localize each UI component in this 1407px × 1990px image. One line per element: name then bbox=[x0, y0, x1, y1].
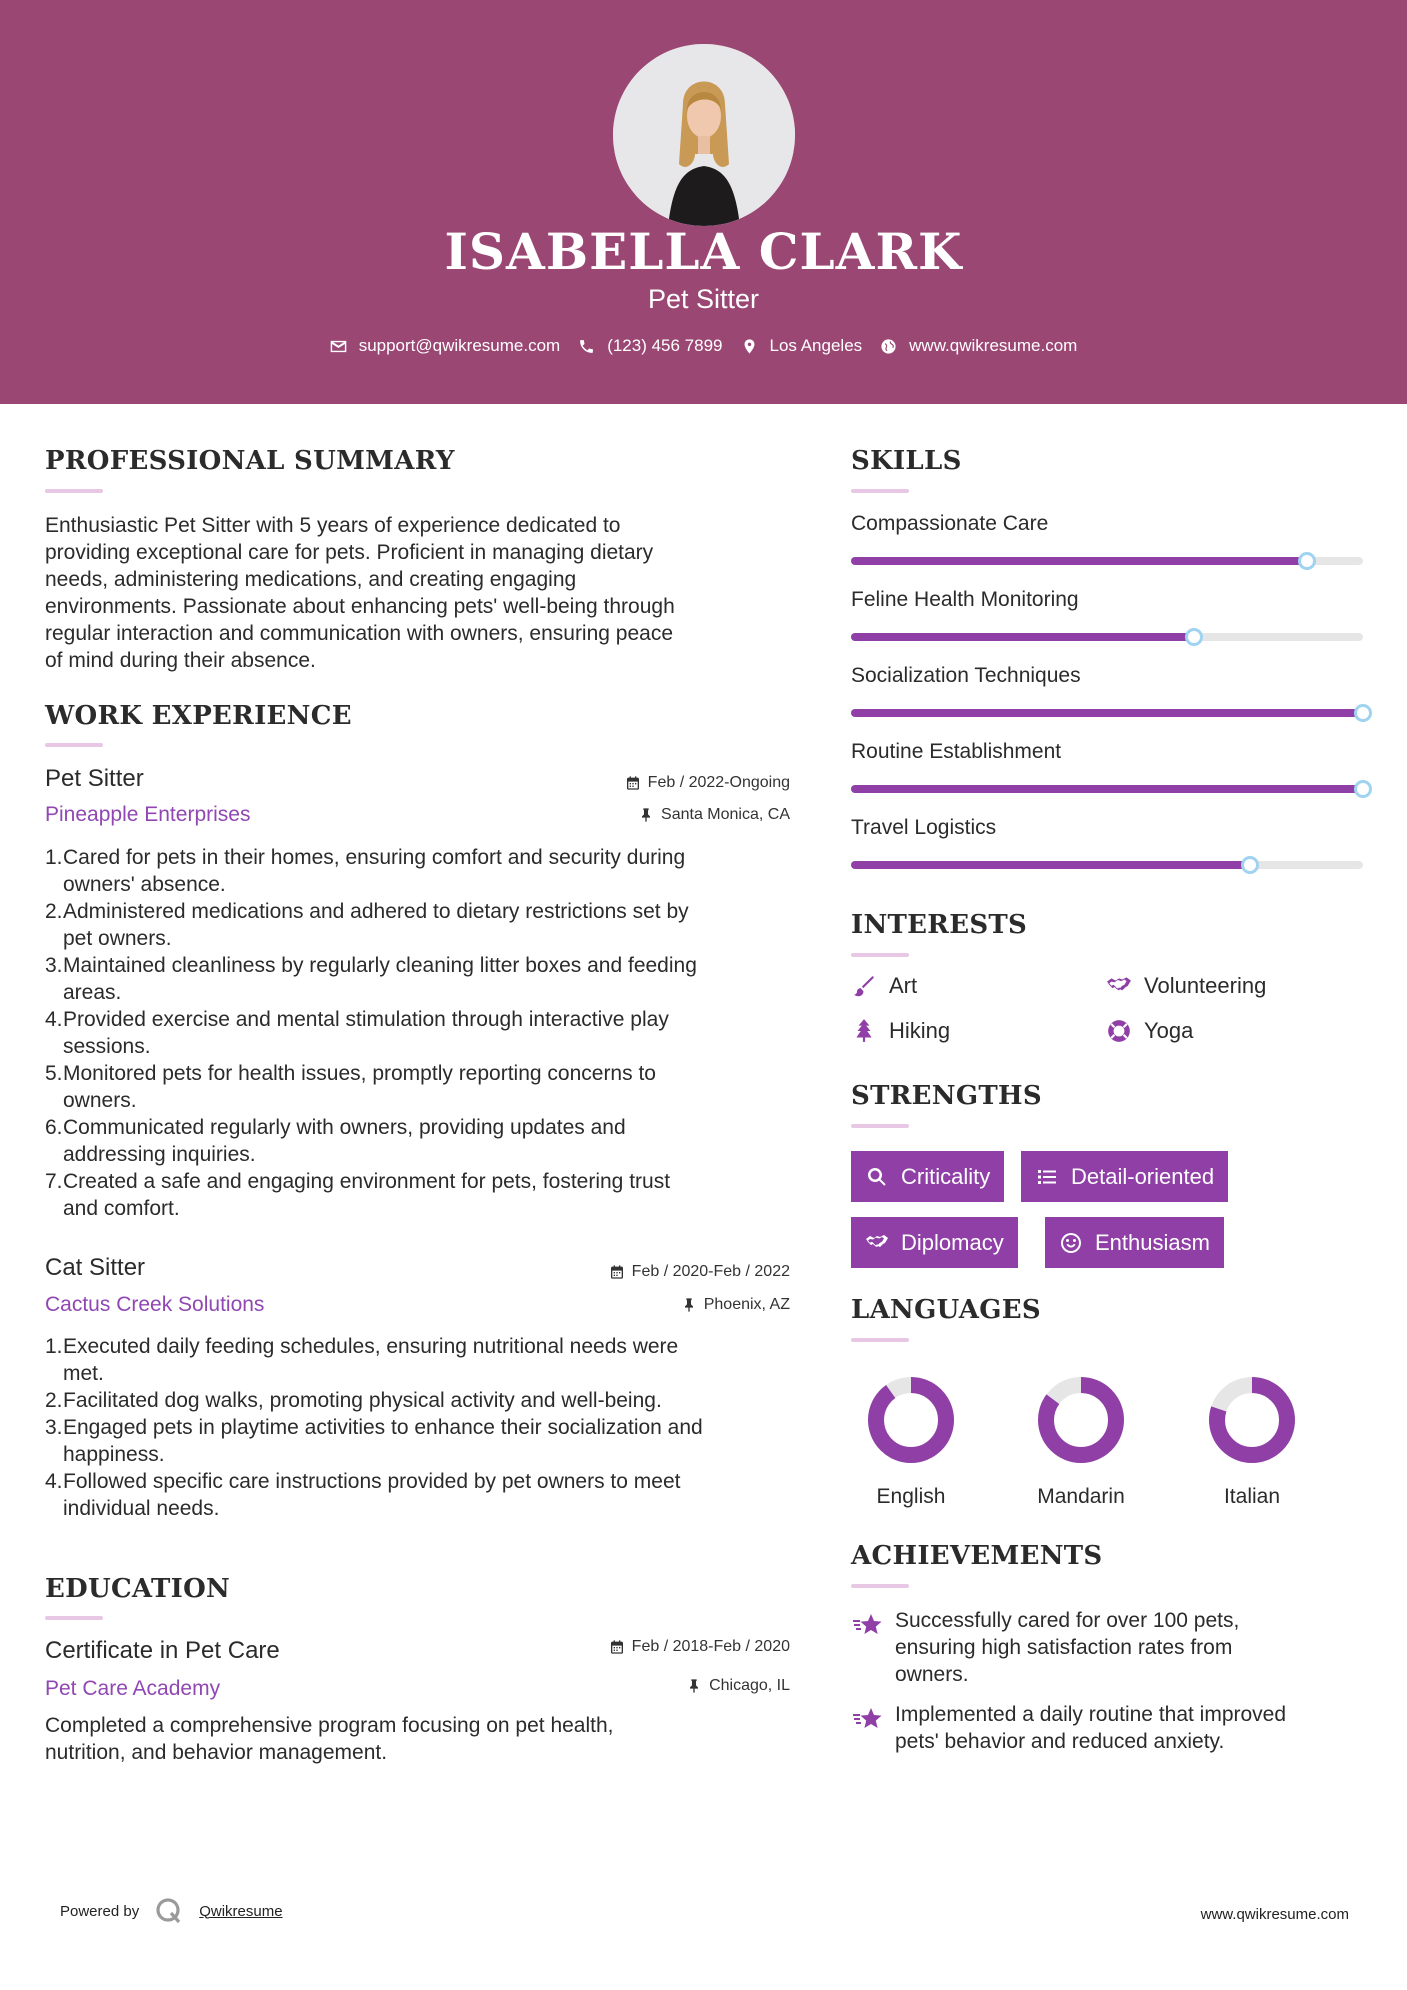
item-text: and comfort. bbox=[63, 1197, 180, 1220]
education-date-text: Feb / 2018-Feb / 2020 bbox=[631, 1638, 790, 1655]
education-line: nutrition, and behavior management. bbox=[45, 1741, 388, 1764]
item-text: Cared for pets in their homes, ensuring comfort and security during bbox=[63, 846, 686, 869]
achievement-item bbox=[851, 1701, 1371, 1755]
achievement-text bbox=[895, 1701, 1286, 1755]
item-text: Monitored pets for health issues, promptly reporting concerns to bbox=[63, 1062, 656, 1085]
smile-icon bbox=[1059, 1231, 1083, 1255]
education-description bbox=[45, 1712, 805, 1766]
globe-icon bbox=[880, 338, 897, 355]
footer-website[interactable]: www.qwikresume.com bbox=[1200, 1906, 1349, 1923]
item-text: Executed daily feeding schedules, ensuring nutritional needs were bbox=[63, 1335, 679, 1358]
skill-name: Socialization Techniques bbox=[851, 664, 1081, 687]
strength-label: Detail-oriented bbox=[1071, 1163, 1215, 1189]
summary-underline bbox=[45, 489, 103, 493]
job-responsibilities bbox=[45, 844, 815, 1222]
item-text: pet owners. bbox=[63, 927, 172, 950]
item-text: sessions. bbox=[63, 1035, 151, 1058]
strengths-underline bbox=[851, 1124, 909, 1128]
contact-phone[interactable] bbox=[578, 336, 722, 356]
education-location-text: Chicago, IL bbox=[709, 1677, 790, 1694]
interests-heading: INTERESTS bbox=[851, 910, 1028, 940]
candidate-name: ISABELLA CLARK bbox=[444, 222, 963, 281]
item-text: Created a safe and engaging environment for pets, fostering trust bbox=[63, 1170, 671, 1193]
job-date bbox=[625, 774, 790, 792]
language-level-donut bbox=[1206, 1374, 1298, 1466]
list-item bbox=[45, 1414, 815, 1468]
education-location bbox=[686, 1677, 790, 1695]
lifebuoy-icon bbox=[1106, 1018, 1132, 1044]
skill-bar-fill bbox=[851, 785, 1363, 793]
resume-header bbox=[0, 0, 1407, 404]
contact-phone-text: (123) 456 7899 bbox=[607, 336, 723, 355]
envelope-icon bbox=[330, 338, 347, 355]
pushpin-icon bbox=[681, 1297, 697, 1313]
job-responsibilities bbox=[45, 1333, 815, 1522]
item-number: 2. bbox=[45, 900, 63, 923]
achievement-line: pets' behavior and reduced anxiety. bbox=[895, 1730, 1225, 1753]
list-item bbox=[45, 1333, 815, 1387]
contact-website-text: www.qwikresume.com bbox=[909, 336, 1078, 355]
item-number: 5. bbox=[45, 1062, 63, 1085]
interest-volunteering bbox=[1106, 973, 1266, 999]
interest-label: Yoga bbox=[1144, 1018, 1194, 1043]
star-icon bbox=[851, 1703, 883, 1735]
education-school: Pet Care Academy bbox=[45, 1677, 221, 1700]
item-number: 3. bbox=[45, 954, 63, 977]
skill-bar-track bbox=[851, 785, 1363, 793]
contact-location bbox=[741, 336, 863, 356]
skill-level-knob bbox=[1241, 856, 1259, 874]
skill-name: Travel Logistics bbox=[851, 816, 997, 839]
skill-level-knob bbox=[1354, 780, 1372, 798]
list-item bbox=[45, 1060, 815, 1114]
item-number: 3. bbox=[45, 1416, 63, 1439]
summary-text bbox=[45, 512, 805, 674]
phone-icon bbox=[578, 338, 595, 355]
education-heading: EDUCATION bbox=[45, 1574, 231, 1604]
strength-label: Criticality bbox=[901, 1163, 991, 1189]
skills-underline bbox=[851, 489, 909, 493]
item-number: 1. bbox=[45, 1335, 63, 1358]
candidate-title: Pet Sitter bbox=[647, 284, 760, 314]
job-title: Cat Sitter bbox=[45, 1254, 146, 1281]
strength-label: Enthusiasm bbox=[1095, 1229, 1210, 1255]
skill-bar-track bbox=[851, 709, 1363, 717]
strength-chip bbox=[851, 1151, 1004, 1202]
skill-level-knob bbox=[1298, 552, 1316, 570]
calendar-icon bbox=[625, 775, 641, 791]
brand-link[interactable]: Qwikresume bbox=[199, 1902, 283, 1920]
item-text: Followed specific care instructions provided by pet owners to meet bbox=[63, 1470, 681, 1493]
achievement-line: ensuring high satisfaction rates from bbox=[895, 1636, 1233, 1659]
item-text: Administered medications and adhered to dietary restrictions set by bbox=[63, 900, 689, 923]
contact-website[interactable] bbox=[880, 336, 1077, 356]
language-item bbox=[1006, 1374, 1156, 1509]
job-location-text: Santa Monica, CA bbox=[661, 806, 790, 823]
achievements-underline bbox=[851, 1584, 909, 1588]
pushpin-icon bbox=[638, 807, 654, 823]
skill-bar-fill bbox=[851, 861, 1250, 869]
language-label: Mandarin bbox=[1037, 1485, 1125, 1508]
item-number: 7. bbox=[45, 1170, 63, 1193]
education-date bbox=[609, 1638, 790, 1656]
item-number: 6. bbox=[45, 1116, 63, 1139]
summary-line: providing exceptional care for pets. Proficient in managing dietary bbox=[45, 541, 654, 564]
skill-bar-track bbox=[851, 557, 1363, 565]
strength-chip bbox=[1045, 1217, 1224, 1268]
map-pin-icon bbox=[741, 338, 758, 355]
language-item bbox=[1177, 1374, 1327, 1509]
skill-name: Feline Health Monitoring bbox=[851, 588, 1079, 611]
powered-by-label: Powered by bbox=[60, 1902, 140, 1920]
item-text: happiness. bbox=[63, 1443, 165, 1466]
education-line: Completed a comprehensive program focusing on pet health, bbox=[45, 1714, 614, 1737]
list-item bbox=[45, 1387, 815, 1414]
interest-yoga bbox=[1106, 1018, 1193, 1044]
contact-email-text: support@qwikresume.com bbox=[358, 336, 561, 355]
item-text: areas. bbox=[63, 981, 122, 1004]
education-degree: Certificate in Pet Care bbox=[45, 1637, 280, 1664]
achievement-line: owners. bbox=[895, 1663, 969, 1686]
footer-powered-by bbox=[60, 1897, 283, 1925]
item-text: Provided exercise and mental stimulation through interactive play bbox=[63, 1008, 669, 1031]
item-text: addressing inquiries. bbox=[63, 1143, 256, 1166]
item-number: 1. bbox=[45, 846, 63, 869]
summary-line: regular interaction and communication with owners, ensuring peace bbox=[45, 622, 674, 645]
contact-row bbox=[0, 336, 1407, 356]
strength-label: Diplomacy bbox=[901, 1229, 1004, 1255]
experience-underline bbox=[45, 743, 103, 747]
job-title: Pet Sitter bbox=[45, 765, 144, 792]
languages-heading: LANGUAGES bbox=[851, 1295, 1041, 1325]
skill-bar-track bbox=[851, 861, 1363, 869]
handshake-icon bbox=[1106, 973, 1132, 999]
job-date bbox=[609, 1263, 790, 1281]
search-icon bbox=[865, 1165, 889, 1189]
skill-bar-track bbox=[851, 633, 1363, 641]
strength-chip bbox=[851, 1217, 1018, 1268]
calendar-icon bbox=[609, 1639, 625, 1655]
skill-name: Routine Establishment bbox=[851, 740, 1062, 763]
summary-heading: PROFESSIONAL SUMMARY bbox=[45, 446, 455, 476]
skills-heading: SKILLS bbox=[851, 446, 962, 476]
summary-line: of mind during their absence. bbox=[45, 649, 316, 672]
profile-photo bbox=[613, 44, 795, 226]
handshake-icon bbox=[865, 1231, 889, 1255]
paintbrush-icon bbox=[851, 973, 877, 999]
item-text: Facilitated dog walks, promoting physical activity and well-being. bbox=[63, 1389, 662, 1412]
interest-label: Hiking bbox=[889, 1018, 951, 1043]
language-label: English bbox=[876, 1485, 946, 1508]
list-item bbox=[45, 952, 815, 1006]
job-company: Cactus Creek Solutions bbox=[45, 1293, 265, 1316]
profile-photo-image bbox=[613, 44, 795, 226]
item-text: met. bbox=[63, 1362, 104, 1385]
item-number: 2. bbox=[45, 1389, 63, 1412]
job-date-text: Feb / 2022-Ongoing bbox=[647, 774, 790, 791]
languages-underline bbox=[851, 1338, 909, 1342]
language-level-donut bbox=[1035, 1374, 1127, 1466]
contact-email[interactable] bbox=[330, 336, 561, 356]
summary-line: Enthusiastic Pet Sitter with 5 years of experience dedicated to bbox=[45, 514, 621, 537]
interests-underline bbox=[851, 953, 909, 957]
list-item bbox=[45, 1168, 815, 1222]
qwikresume-logo-icon bbox=[155, 1897, 183, 1925]
interest-label: Art bbox=[889, 973, 918, 998]
summary-line: needs, administering medications, and creating engaging bbox=[45, 568, 577, 591]
skill-level-knob bbox=[1354, 704, 1372, 722]
experience-heading: WORK EXPERIENCE bbox=[45, 701, 352, 731]
item-text: Engaged pets in playtime activities to enhance their socialization and bbox=[63, 1416, 703, 1439]
interest-label: Volunteering bbox=[1144, 973, 1267, 998]
language-level-donut bbox=[865, 1374, 957, 1466]
list-icon bbox=[1035, 1165, 1059, 1189]
item-number: 4. bbox=[45, 1470, 63, 1493]
list-item bbox=[45, 898, 815, 952]
item-text: owners. bbox=[63, 1089, 137, 1112]
skill-level-knob bbox=[1185, 628, 1203, 646]
list-item bbox=[45, 844, 815, 898]
skill-bar-fill bbox=[851, 557, 1307, 565]
job-location bbox=[681, 1296, 790, 1314]
language-label: Italian bbox=[1223, 1485, 1281, 1508]
list-item bbox=[45, 1114, 815, 1168]
achievement-line: Implemented a daily routine that improved bbox=[895, 1703, 1287, 1726]
achievements-heading: ACHIEVEMENTS bbox=[851, 1541, 1103, 1571]
donut-level-arc bbox=[876, 1385, 946, 1455]
job-location bbox=[638, 806, 790, 824]
education-underline bbox=[45, 1616, 103, 1620]
list-item bbox=[45, 1006, 815, 1060]
strengths-heading: STRENGTHS bbox=[851, 1081, 1042, 1111]
contact-location-text: Los Angeles bbox=[769, 336, 863, 355]
item-text: Maintained cleanliness by regularly cleaning litter boxes and feeding bbox=[63, 954, 697, 977]
achievement-text bbox=[895, 1607, 1239, 1688]
interest-art bbox=[851, 973, 917, 999]
item-text: individual needs. bbox=[63, 1497, 220, 1520]
strength-chip bbox=[1021, 1151, 1228, 1202]
item-number: 4. bbox=[45, 1008, 63, 1031]
calendar-icon bbox=[609, 1264, 625, 1280]
job-company: Pineapple Enterprises bbox=[45, 803, 251, 826]
item-text: Communicated regularly with owners, providing updates and bbox=[63, 1116, 626, 1139]
item-text: owners' absence. bbox=[63, 873, 226, 896]
list-item bbox=[45, 1468, 815, 1522]
job-date-text: Feb / 2020-Feb / 2022 bbox=[631, 1263, 790, 1280]
summary-line: environments. Passionate about enhancing pets' well-being through bbox=[45, 595, 675, 618]
skill-name: Compassionate Care bbox=[851, 512, 1049, 535]
tree-icon bbox=[851, 1018, 877, 1044]
achievement-line: Successfully cared for over 100 pets, bbox=[895, 1609, 1240, 1632]
star-icon bbox=[851, 1609, 883, 1641]
pushpin-icon bbox=[686, 1678, 702, 1694]
job-location-text: Phoenix, AZ bbox=[703, 1296, 790, 1313]
interest-hiking bbox=[851, 1018, 950, 1044]
achievement-item bbox=[851, 1607, 1371, 1688]
skill-bar-fill bbox=[851, 633, 1194, 641]
language-item bbox=[836, 1374, 986, 1509]
skill-bar-fill bbox=[851, 709, 1363, 717]
